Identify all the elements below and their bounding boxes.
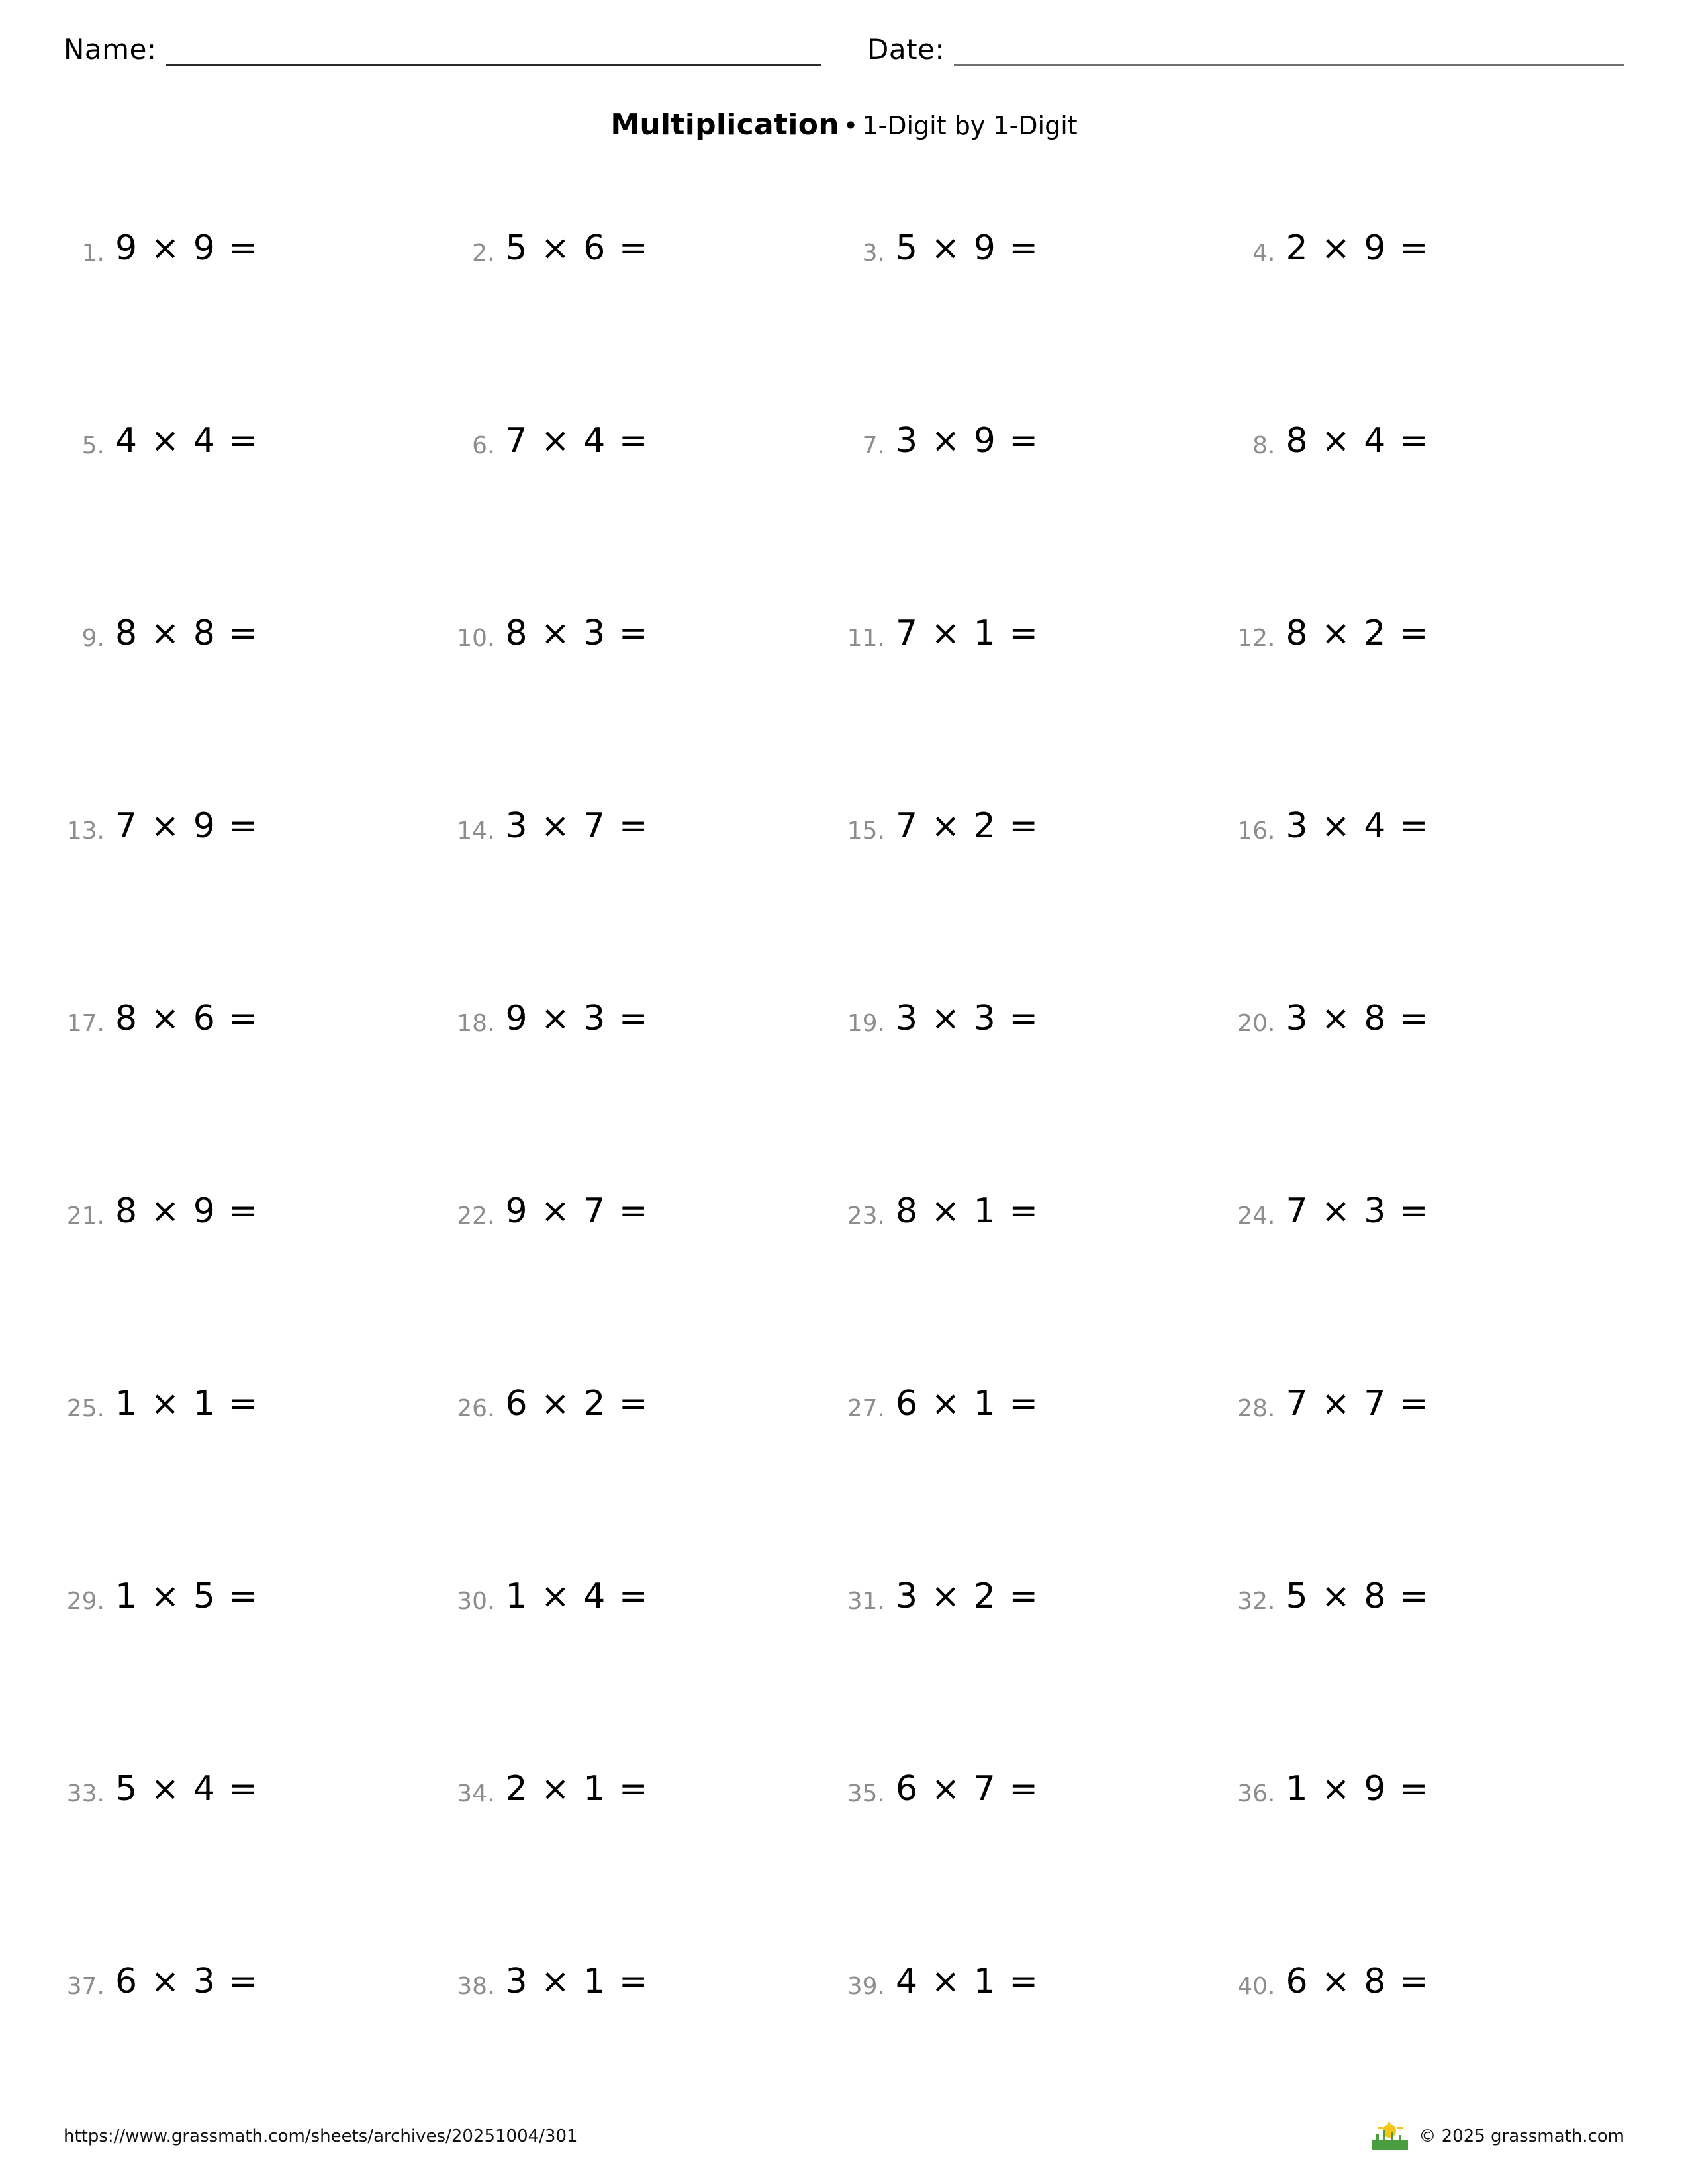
sun-over-grass-logo-icon [1372, 2123, 1408, 2150]
page-title: Multiplication [610, 108, 839, 142]
problem-number: 33. [66, 1780, 105, 1807]
problem-item [64, 991, 454, 1184]
problem-number: 30. [457, 1588, 495, 1615]
problem-expression: 9 × 3 = [505, 999, 649, 1038]
problem-expression: 8 × 1 = [896, 1191, 1039, 1231]
name-field[interactable] [64, 29, 821, 66]
problem-number: 11. [847, 625, 885, 652]
problem-expression: 9 × 7 = [505, 1191, 649, 1231]
problem-expression: 8 × 4 = [1286, 421, 1430, 461]
problem-expression: 3 × 2 = [896, 1576, 1039, 1616]
problem-number: 29. [66, 1588, 105, 1615]
problem-number: 23. [847, 1203, 885, 1230]
problem-item [844, 221, 1235, 414]
problem-item [1235, 1954, 1625, 2147]
problem-grid [64, 221, 1624, 2147]
problem-number: 35. [847, 1780, 885, 1807]
problem-expression: 4 × 4 = [115, 421, 259, 461]
problem-expression: 6 × 2 = [505, 1384, 649, 1424]
problem-item [454, 991, 845, 1184]
problem-expression: 9 × 9 = [115, 228, 259, 268]
problem-expression: 4 × 1 = [896, 1962, 1039, 2001]
copyright-text: © 2025 grassmath.com [1419, 2126, 1624, 2146]
problem-item [64, 1184, 454, 1377]
page-subtitle: 1-Digit by 1-Digit [862, 111, 1078, 140]
problem-number: 5. [81, 432, 105, 459]
problem-item [1235, 606, 1625, 799]
problem-expression: 8 × 9 = [115, 1191, 259, 1231]
name-label: Name: [64, 33, 157, 66]
problem-expression: 1 × 9 = [1286, 1769, 1430, 1809]
problem-number: 27. [847, 1395, 885, 1422]
title-separator: • [843, 111, 859, 140]
problem-item [64, 414, 454, 606]
problem-item [64, 1954, 454, 2147]
problem-item [64, 221, 454, 414]
problem-expression: 6 × 1 = [896, 1384, 1039, 1424]
problem-item [1235, 799, 1625, 991]
problem-expression: 2 × 9 = [1286, 228, 1430, 268]
problem-item [844, 1954, 1235, 2147]
problem-number: 34. [457, 1780, 495, 1807]
problem-expression: 3 × 4 = [1286, 806, 1430, 846]
problem-item [844, 414, 1235, 606]
problem-item [1235, 414, 1625, 606]
problem-expression: 5 × 8 = [1286, 1576, 1430, 1616]
problem-expression: 8 × 2 = [1286, 614, 1430, 653]
problem-item [454, 1954, 845, 2147]
date-input-line[interactable] [954, 29, 1624, 66]
problem-item [1235, 221, 1625, 414]
problem-expression: 1 × 5 = [115, 1576, 259, 1616]
problem-number: 19. [847, 1010, 885, 1037]
problem-number: 38. [457, 1973, 495, 2000]
problem-item [844, 991, 1235, 1184]
problem-number: 18. [457, 1010, 495, 1037]
problem-item [1235, 1377, 1625, 1569]
problem-item [454, 1569, 845, 1762]
problem-number: 40. [1237, 1973, 1276, 2000]
problem-expression: 7 × 7 = [1286, 1384, 1430, 1424]
problem-item [844, 606, 1235, 799]
problem-item [454, 1377, 845, 1569]
problem-item [1235, 1762, 1625, 1954]
worksheet-title [64, 108, 1624, 142]
problem-number: 14. [457, 817, 495, 844]
problem-expression: 3 × 8 = [1286, 999, 1430, 1038]
problem-expression: 7 × 9 = [115, 806, 259, 846]
student-info-header [64, 0, 1624, 66]
date-field[interactable] [867, 29, 1624, 66]
problem-number: 12. [1237, 625, 1276, 652]
problem-expression: 7 × 4 = [505, 421, 649, 461]
problem-number: 3. [862, 240, 885, 267]
problem-number: 20. [1237, 1010, 1276, 1037]
problem-number: 32. [1237, 1588, 1276, 1615]
problem-expression: 6 × 7 = [896, 1769, 1039, 1809]
problem-number: 15. [847, 817, 885, 844]
problem-number: 37. [66, 1973, 105, 2000]
problem-item [64, 1377, 454, 1569]
problem-number: 17. [66, 1010, 105, 1037]
problem-item [844, 1569, 1235, 1762]
footer-branding [1372, 2123, 1624, 2150]
problem-number: 4. [1252, 240, 1276, 267]
problem-number: 28. [1237, 1395, 1276, 1422]
problem-expression: 3 × 7 = [505, 806, 649, 846]
problem-expression: 3 × 3 = [896, 999, 1039, 1038]
problem-expression: 2 × 1 = [505, 1769, 649, 1809]
problem-expression: 7 × 3 = [1286, 1191, 1430, 1231]
problem-expression: 5 × 6 = [505, 228, 649, 268]
problem-number: 21. [66, 1203, 105, 1230]
problem-number: 22. [457, 1203, 495, 1230]
problem-expression: 5 × 9 = [896, 228, 1039, 268]
problem-number: 1. [81, 240, 105, 267]
problem-expression: 8 × 3 = [505, 614, 649, 653]
problem-expression: 6 × 8 = [1286, 1962, 1430, 2001]
name-input-line[interactable] [166, 29, 821, 66]
problem-expression: 1 × 1 = [115, 1384, 259, 1424]
problem-expression: 6 × 3 = [115, 1962, 259, 2001]
problem-number: 9. [81, 625, 105, 652]
problem-number: 16. [1237, 817, 1276, 844]
problem-item [454, 1184, 845, 1377]
page-footer [64, 2123, 1624, 2150]
problem-item [454, 221, 845, 414]
problem-expression: 3 × 1 = [505, 1962, 649, 2001]
problem-expression: 1 × 4 = [505, 1576, 649, 1616]
problem-number: 13. [66, 817, 105, 844]
problem-item [454, 1762, 845, 1954]
problem-number: 7. [862, 432, 885, 459]
problem-number: 10. [457, 625, 495, 652]
problem-expression: 7 × 1 = [896, 614, 1039, 653]
problem-expression: 3 × 9 = [896, 421, 1039, 461]
problem-item [454, 799, 845, 991]
problem-number: 6. [472, 432, 495, 459]
problem-item [64, 606, 454, 799]
date-label: Date: [867, 33, 945, 66]
problem-number: 8. [1252, 432, 1276, 459]
problem-number: 36. [1237, 1780, 1276, 1807]
problem-item [1235, 991, 1625, 1184]
problem-number: 26. [457, 1395, 495, 1422]
problem-expression: 5 × 4 = [115, 1769, 259, 1809]
source-url[interactable]: https://www.grassmath.com/sheets/archives/20251004/301 [64, 2126, 578, 2146]
problem-item [844, 1184, 1235, 1377]
problem-number: 31. [847, 1588, 885, 1615]
problem-item [64, 799, 454, 991]
problem-item [1235, 1184, 1625, 1377]
problem-number: 25. [66, 1395, 105, 1422]
problem-item [64, 1569, 454, 1762]
problem-number: 2. [472, 240, 495, 267]
problem-item [454, 606, 845, 799]
problem-item [844, 1762, 1235, 1954]
problem-item [454, 414, 845, 606]
problem-expression: 7 × 2 = [896, 806, 1039, 846]
problem-expression: 8 × 8 = [115, 614, 259, 653]
problem-item [844, 1377, 1235, 1569]
problem-number: 39. [847, 1973, 885, 2000]
problem-expression: 8 × 6 = [115, 999, 259, 1038]
problem-number: 24. [1237, 1203, 1276, 1230]
problem-item [1235, 1569, 1625, 1762]
problem-item [64, 1762, 454, 1954]
problem-item [844, 799, 1235, 991]
